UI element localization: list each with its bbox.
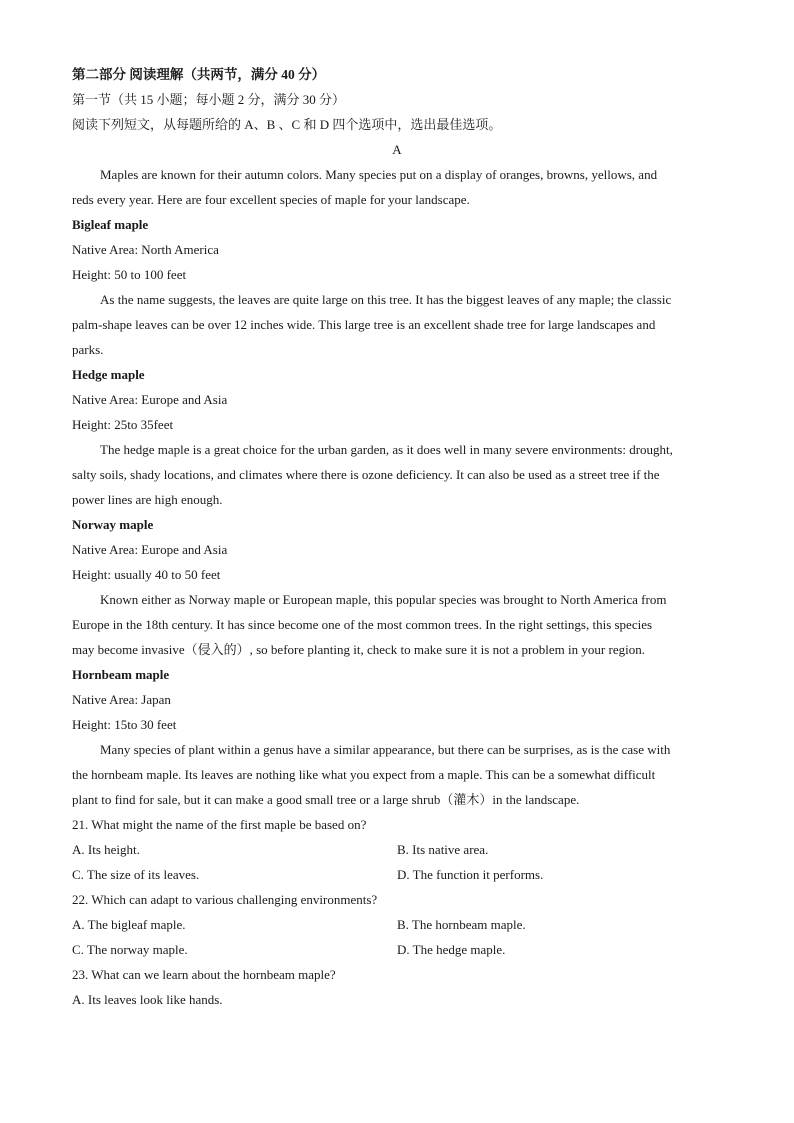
maple-height: Height: 15to 30 feet bbox=[72, 717, 177, 732]
maple-description-line: palm-shape leaves can be over 12 inches wide. This large tree is an excellent shade tree for large landscapes and bbox=[72, 317, 656, 332]
option-row bbox=[72, 862, 722, 887]
maple-description-line: As the name suggests, the leaves are quite large on this tree. It has the biggest leaves of any maple; the classic bbox=[100, 292, 672, 307]
question-stem: 22. Which can adapt to various challenging environments? bbox=[72, 892, 378, 907]
option-a: A. Its leaves look like hands. bbox=[72, 992, 223, 1007]
instruction: 阅读下列短文，从每题所给的 A、B 、C 和 D 四个选项中，选出最佳选项。 bbox=[72, 117, 502, 132]
passage-letter: A bbox=[392, 142, 402, 157]
maple-name: Norway maple bbox=[72, 517, 154, 532]
maple-height: Height: 50 to 100 feet bbox=[72, 267, 187, 282]
maple-description-line: Known either as Norway maple or European maple, this popular species was brought to North America from bbox=[100, 592, 667, 607]
maple-height: Height: 25to 35feet bbox=[72, 417, 174, 432]
maple-description-line: salty soils, shady locations, and climates where there is ozone deficiency. It can also be used as a street tree if the bbox=[72, 467, 660, 482]
option-d: D. The hedge maple. bbox=[397, 942, 506, 957]
maple-description-line: plant to find for sale, but it can make a good small tree or a large shrub（灌木）in the landscape. bbox=[72, 792, 580, 807]
intro-line: reds every year. Here are four excellent species of maple for your landscape. bbox=[72, 192, 470, 207]
maple-description-line: Europe in the 18th century. It has since become one of the most common trees. In the right settings, this species bbox=[72, 617, 653, 632]
option-row bbox=[72, 912, 722, 937]
maple-name: Hedge maple bbox=[72, 367, 145, 382]
maple-description-line: power lines are high enough. bbox=[72, 492, 223, 507]
maple-native-area: Native Area: Europe and Asia bbox=[72, 542, 228, 557]
option-b: B. The hornbeam maple. bbox=[397, 917, 526, 932]
maple-native-area: Native Area: North America bbox=[72, 242, 219, 257]
option-a: A. The bigleaf maple. bbox=[72, 917, 186, 932]
question-stem: 23. What can we learn about the hornbeam maple? bbox=[72, 967, 336, 982]
maple-native-area: Native Area: Europe and Asia bbox=[72, 392, 228, 407]
option-d: D. The function it performs. bbox=[397, 867, 544, 882]
exam-page bbox=[72, 62, 722, 1012]
intro-line: Maples are known for their autumn colors. Many species put on a display of oranges, browns, yellows, and bbox=[100, 167, 658, 182]
maple-description-line: Many species of plant within a genus have a similar appearance, but there can be surprises, as is the case with bbox=[100, 742, 671, 757]
maple-name: Hornbeam maple bbox=[72, 667, 170, 682]
option-a: A. Its height. bbox=[72, 842, 140, 857]
option-c: C. The norway maple. bbox=[72, 942, 188, 957]
maple-description-line: the hornbeam maple. Its leaves are nothing like what you expect from a maple. This can be a somewhat difficult bbox=[72, 767, 656, 782]
option-row bbox=[72, 837, 722, 862]
maple-height: Height: usually 40 to 50 feet bbox=[72, 567, 221, 582]
option-c: C. The size of its leaves. bbox=[72, 867, 200, 882]
maple-description-line: The hedge maple is a great choice for the urban garden, as it does well in many severe environments: drought, bbox=[100, 442, 673, 457]
section-title: 第一节（共 15 小题；每小题 2 分，满分 30 分） bbox=[72, 92, 346, 107]
maple-description-line: parks. bbox=[72, 342, 104, 357]
question-stem: 21. What might the name of the first maple be based on? bbox=[72, 817, 367, 832]
maple-name: Bigleaf maple bbox=[72, 217, 149, 232]
maple-description-line: may become invasive（侵入的）, so before planting it, check to make sure it is not a problem in your region. bbox=[72, 642, 645, 657]
maple-native-area: Native Area: Japan bbox=[72, 692, 171, 707]
part-title: 第二部分 阅读理解（共两节，满分 40 分） bbox=[72, 67, 326, 82]
option-b: B. Its native area. bbox=[397, 842, 489, 857]
option-row bbox=[72, 937, 722, 962]
